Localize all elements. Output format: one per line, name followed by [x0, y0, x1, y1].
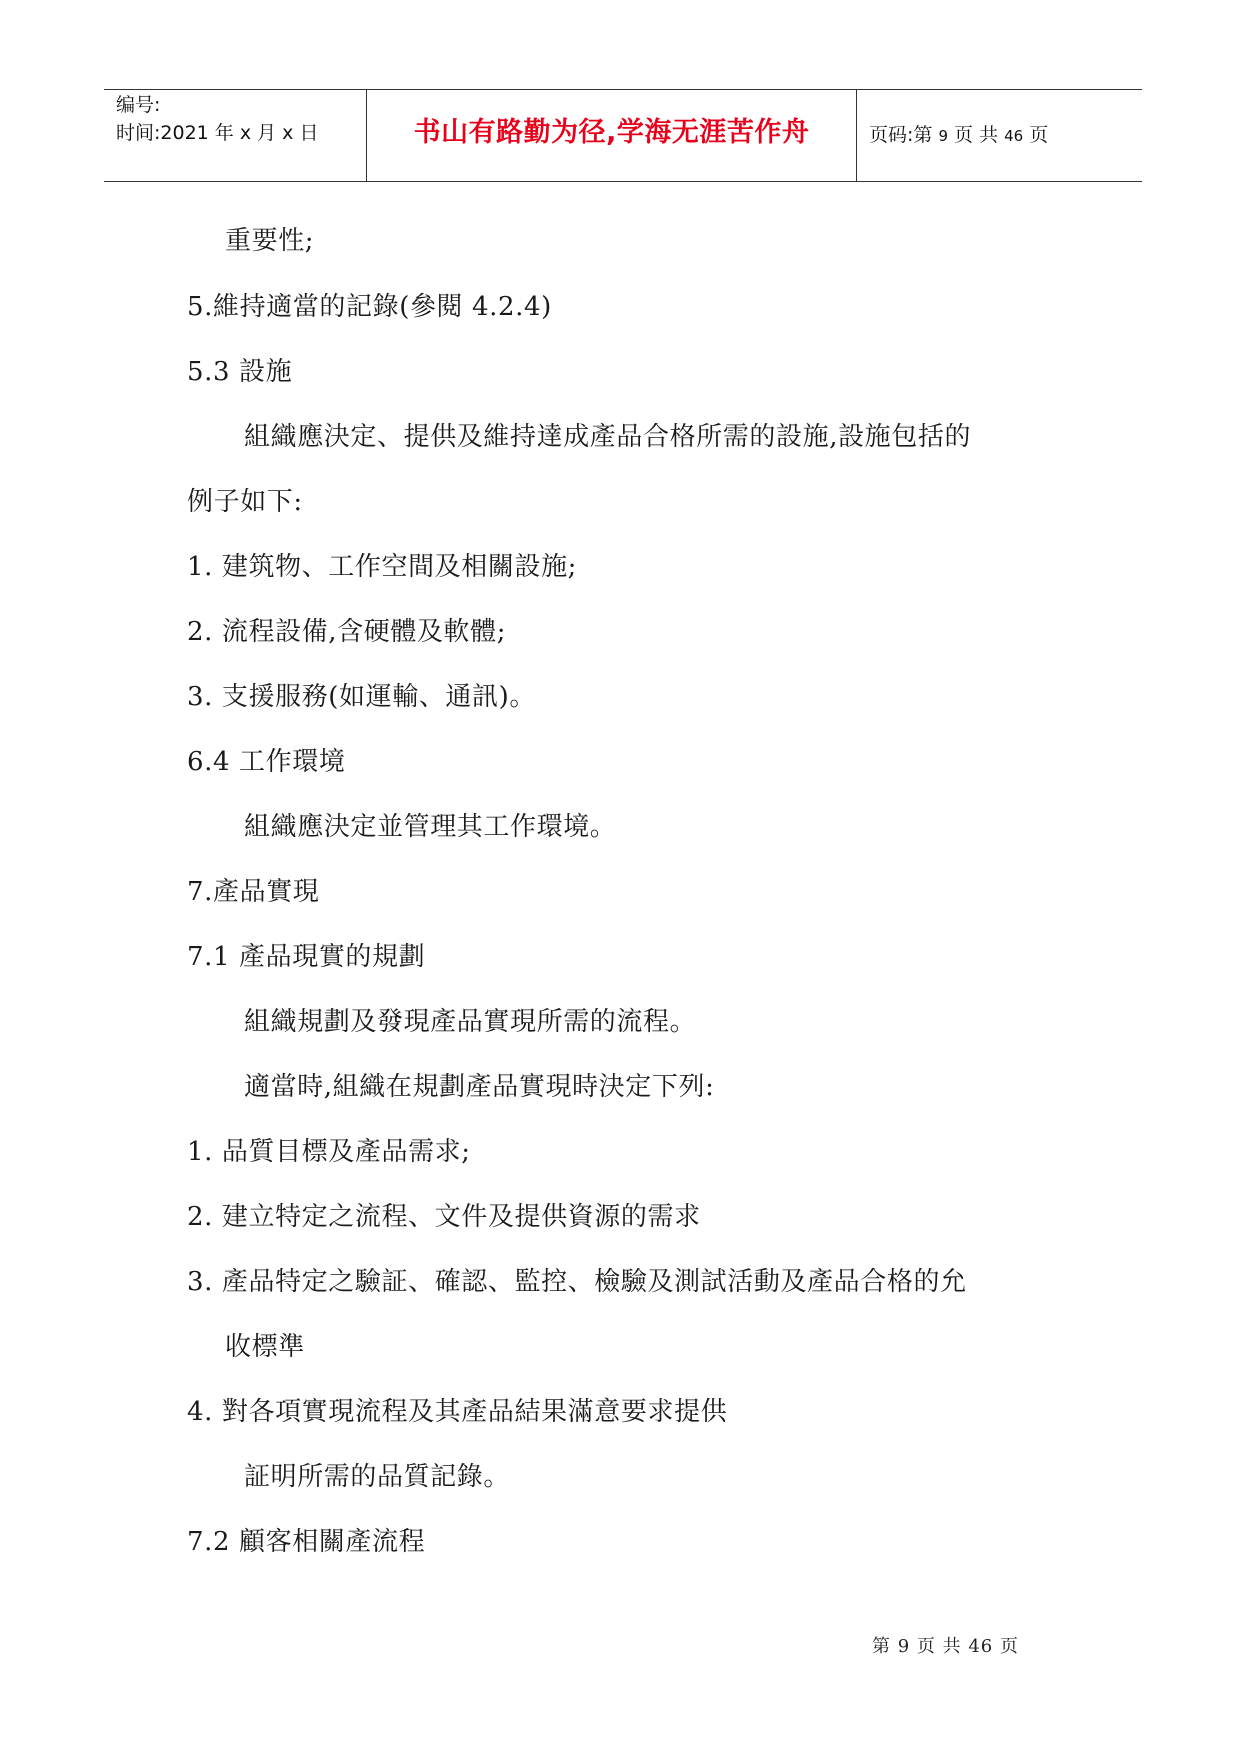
header-motto: 书山有路勤为径,学海无涯苦作舟 [413, 117, 810, 148]
document-time-label: 时间:2021 年 x 月 x 日 [116, 122, 319, 144]
page-middle: 页 共 [954, 124, 999, 146]
body-line: 重要性; [225, 226, 315, 256]
list-item-continuation: 收標準 [225, 1332, 305, 1362]
section-heading: 5.3 設施 [187, 357, 293, 387]
document-number-label: 编号: [116, 94, 161, 116]
list-item: 3. 產品特定之驗証、確認、監控、檢驗及測試活動及產品合格的允 [187, 1267, 967, 1297]
page-suffix: 页 [1029, 124, 1049, 146]
list-item: 2. 建立特定之流程、文件及提供資源的需求 [187, 1202, 701, 1232]
section-heading: 7.1 產品現實的規劃 [187, 942, 426, 972]
page-total: 46 [1004, 127, 1024, 145]
page-prefix: 页码:第 [869, 124, 933, 146]
body-line: 5.維持適當的記錄(參閱 4.2.4) [187, 292, 552, 322]
body-line: 適當時,組織在規劃產品實現時決定下列: [244, 1072, 715, 1102]
section-heading: 7.產品實現 [187, 877, 320, 907]
section-heading: 7.2 顧客相關產流程 [187, 1527, 426, 1557]
document-header [104, 89, 1142, 182]
header-motto-cell [367, 90, 857, 181]
list-item-continuation: 証明所需的品質記錄。 [244, 1462, 511, 1492]
list-item: 2. 流程設備,含硬體及軟體; [187, 617, 507, 647]
header-page-code [869, 124, 1048, 147]
page-footer: 第 9 页 共 46 页 [872, 1636, 1019, 1657]
header-page-cell [857, 90, 1142, 181]
list-item: 1. 建筑物、工作空間及相關設施; [187, 552, 578, 582]
header-meta-cell [104, 90, 367, 181]
section-heading: 6.4 工作環境 [187, 747, 346, 777]
body-line: 例子如下: [187, 487, 303, 517]
body-line: 組織應決定並管理其工作環境。 [244, 812, 617, 842]
body-line: 組織規劃及發現產品實現所需的流程。 [244, 1007, 697, 1037]
body-line: 組織應決定、提供及維持達成產品合格所需的設施,設施包括的 [244, 422, 972, 452]
list-item: 3. 支援服務(如運輸、通訊)。 [187, 682, 536, 712]
list-item: 1. 品質目標及產品需求; [187, 1137, 471, 1167]
page-current: 9 [938, 127, 948, 145]
list-item: 4. 對各項實現流程及其產品結果滿意要求提供 [187, 1397, 728, 1427]
